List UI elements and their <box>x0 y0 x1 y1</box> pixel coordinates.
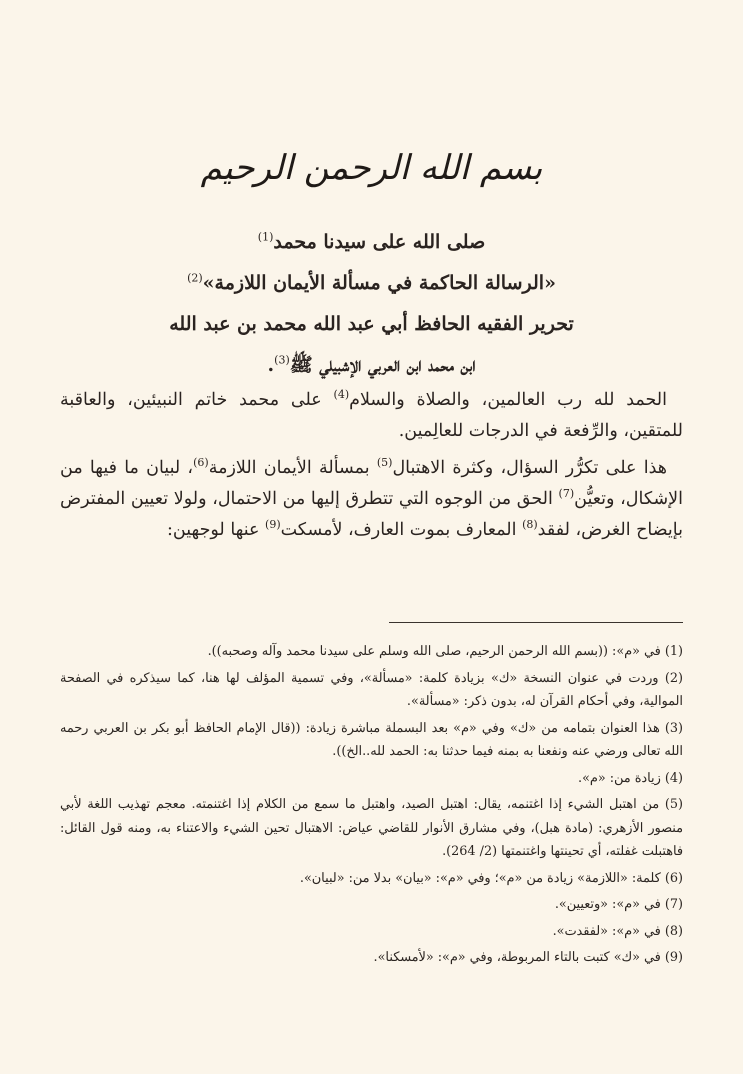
footnote-text: من اهتبل الشيء إذا اغتنمه، يقال: اهتبل الصيد، واهتبل ما سمع من الكلام إذا اغتنمته. معجم تهذيب اللغة لأبي منصور الأزهري: (مادة هبل)، وفي مشارق الأنوار للقاضي عياض: الاهتبال تحين الشيء والاعتناء به، ومنه قول القائل: فاهتبلت غفلته، أي تحينتها واغتنمتها (2/ 264). <box>60 797 683 859</box>
title-line-treatise <box>60 263 683 304</box>
text-run: عنها لوجهين: <box>167 520 266 540</box>
note-marker: (9) <box>265 518 281 532</box>
footnote <box>60 893 683 917</box>
title-line-author-lineage <box>60 345 683 386</box>
footnote <box>60 717 683 764</box>
footnote <box>60 867 683 891</box>
footnote-text: في «م»: «وتعيين». <box>554 897 661 912</box>
footnote-number: (1) <box>664 644 683 659</box>
footnote-number: (3) <box>664 720 683 736</box>
text-run: ، لبيان ما فيها من الإشكال، وتعيُّن <box>60 458 684 509</box>
footnote <box>60 793 683 864</box>
title-end-dot: . <box>267 354 275 376</box>
footnote-number: (5) <box>664 797 683 812</box>
footnote-number: (8) <box>664 923 683 939</box>
text-run: هذا على تكرُّر السؤال، وكثرة الاهتبال <box>392 458 667 478</box>
footnote-text: هذا العنوان بتمامه من «ك» وفي «م» بعد البسملة مباشرة زيادة: ((قال الإمام الحافظ أبو بكر بن العربي رحمه الله تعالى ورضي عنه ونفعنا به بمنه فيما حدثنا به: الحمد لله..الخ)). <box>60 720 683 759</box>
footnote <box>60 946 683 970</box>
title-text: تحرير الفقيه الحافظ أبي عبد الله محمد بن عبد الله <box>169 313 574 335</box>
paragraph-purpose <box>60 453 683 546</box>
footnote-text: كلمة: «اللازمة» زيادة من «م»؛ وفي «م»: «بيان» بدلا من: «لبيان». <box>299 870 661 886</box>
book-page <box>60 0 683 1074</box>
note-marker: (8) <box>522 518 538 532</box>
note-marker: (5) <box>376 456 393 470</box>
text-run: بمسألة الأيمان اللازمة <box>208 458 377 478</box>
footnote-text: زيادة من: «م». <box>578 770 661 786</box>
main-text <box>60 385 683 552</box>
note-marker: (7) <box>558 487 575 501</box>
footnote-number: (4) <box>664 770 683 786</box>
text-run: الحمد لله رب العالمين، والصلاة والسلام <box>349 390 667 410</box>
note-marker: (2) <box>187 271 203 285</box>
footnote <box>60 640 683 664</box>
text-run: على محمد خاتم النبيئين، والعاقبة للمتقين، والرِّفعة في الدرجات للعالِمين. <box>60 390 683 441</box>
title-line-salutation <box>60 222 683 263</box>
footnote-text: في «م»: «لفقدت». <box>552 923 661 939</box>
footnote <box>60 767 683 791</box>
title-text: «الرسالة الحاكمة في مسألة الأيمان اللازمة» <box>202 272 556 294</box>
footnote-number: (9) <box>664 950 683 965</box>
footnote-text: في «م»: ((بسم الله الرحمن الرحيم، صلى الله وسلم على سيدنا محمد وآله وصحبه)). <box>207 644 661 659</box>
footnote-number: (6) <box>664 870 683 886</box>
text-run: الحق من الوجوه التي تتطرق إليها من الاحتمال، ولولا تعيين المفترض بإيضاح الغرض، لفقد <box>60 489 683 540</box>
footnote <box>60 667 683 714</box>
note-marker: (1) <box>257 230 274 244</box>
footnote-text: في «ك» كتبت بالتاء المربوطة، وفي «م»: «لأمسكنا». <box>373 950 661 965</box>
footnote-text: وردت في عنوان النسخة «ك» بزيادة كلمة: «مسألة»، وفي تسمية المؤلف لها هنا، كما سيذكره في الصفحة الموالية، وفي أحكام القرآن له، بدون ذكر: «مسألة». <box>60 670 683 709</box>
paragraph-praise <box>60 385 683 447</box>
footnote-number: (2) <box>664 670 683 686</box>
footnote <box>60 920 683 944</box>
title-block <box>60 222 683 386</box>
note-marker: (6) <box>193 456 209 470</box>
basmala-heading: بسم الله الرحمن الرحيم <box>200 148 543 188</box>
note-marker: (3) <box>274 353 290 367</box>
title-line-author <box>60 304 683 345</box>
footnote-separator <box>389 622 683 623</box>
footnote-number: (7) <box>664 897 683 912</box>
title-text: صلى الله على سيدنا محمد <box>273 231 486 253</box>
title-text: ابن محمد ابن العربي الإشبيلي ﷺ <box>289 354 476 376</box>
footnotes <box>60 640 683 973</box>
note-marker: (4) <box>333 388 350 402</box>
text-run: المعارف بموت العارف، لأمسكت <box>280 520 523 540</box>
